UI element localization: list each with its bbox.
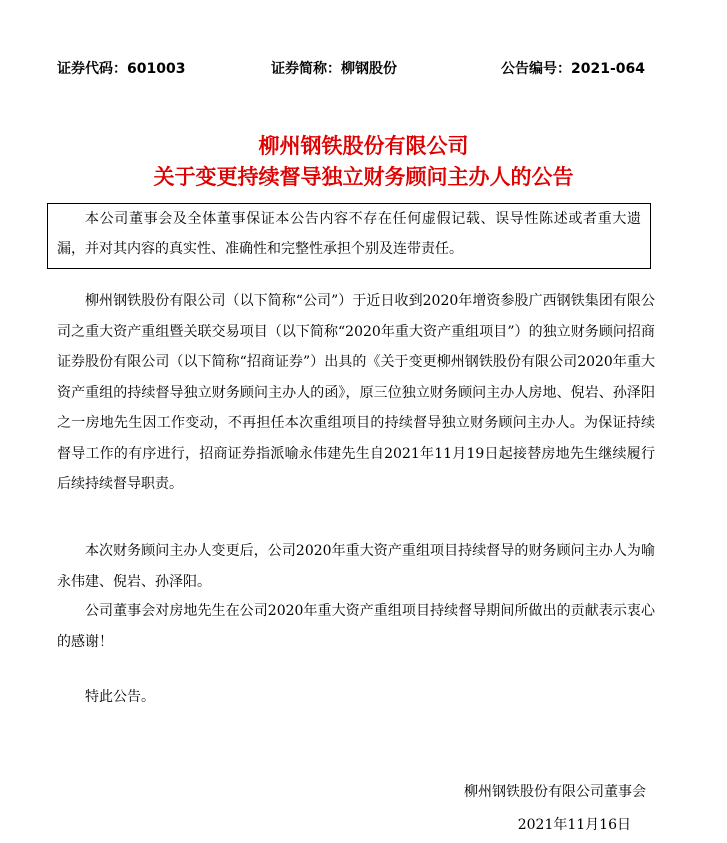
stock-abbreviation: 证券简称：柳钢股份 <box>271 61 397 77</box>
board-guarantee-notice <box>47 203 651 269</box>
paragraph-text: 本次财务顾问主办人变更后，公司2020年重大资产重组项目持续督导的财务顾问主办人为喻永伟建、倪岩、孙泽阳。 <box>57 543 655 590</box>
announcement-title: 关于变更持续督导独立财务顾问主办人的公告 <box>153 165 574 189</box>
body-paragraph-3 <box>57 596 655 657</box>
paragraph-text: 柳州钢铁股份有限公司（以下简称“公司”）于近日收到2020年增资参股广西钢铁集团有限公司之重大资产重组暨关联交易项目（以下简称“2020年重大资产重组项目”）的独立财务顾问招商证券股份有限公司（以下简称“招商证券”）出具的《关于变更柳州钢铁股份有限公司2020年重大资产重组的持续督导独立财务顾问主办人的函》，原三位独立财务顾问主办人房地、倪岩、孙泽阳之一房地先生因工作变动，不再担任本次重组项目的持续督导独立财务顾问主办人。为保证持续督导工作的有序进行，招商证券指派喻永伟建先生自2021年11月19日起接替房地先生继续履行后续持续督导职责。 <box>57 293 655 492</box>
closing-text: 特此公告。 <box>85 689 155 705</box>
body-paragraph-2 <box>57 536 655 597</box>
signature-organization: 柳州钢铁股份有限公司董事会 <box>464 784 646 800</box>
stock-code: 证券代码：601003 <box>57 61 186 77</box>
closing-line <box>57 682 655 713</box>
body-paragraph-1 <box>57 286 655 500</box>
signature-date: 2021年11月16日 <box>517 817 631 833</box>
notice-text: 本公司董事会及全体董事保证本公告内容不存在任何虚假记载、误导性陈述或者重大遗漏，并对其内容的真实性、准确性和完整性承担个别及连带责任。 <box>57 211 641 257</box>
company-title: 柳州钢铁股份有限公司 <box>258 134 469 158</box>
paragraph-text: 公司董事会对房地先生在公司2020年重大资产重组项目持续督导期间所做出的贡献表示衷心的感谢！ <box>57 603 655 650</box>
announcement-number: 公告编号：2021-064 <box>501 61 645 77</box>
document-header <box>57 58 645 80</box>
